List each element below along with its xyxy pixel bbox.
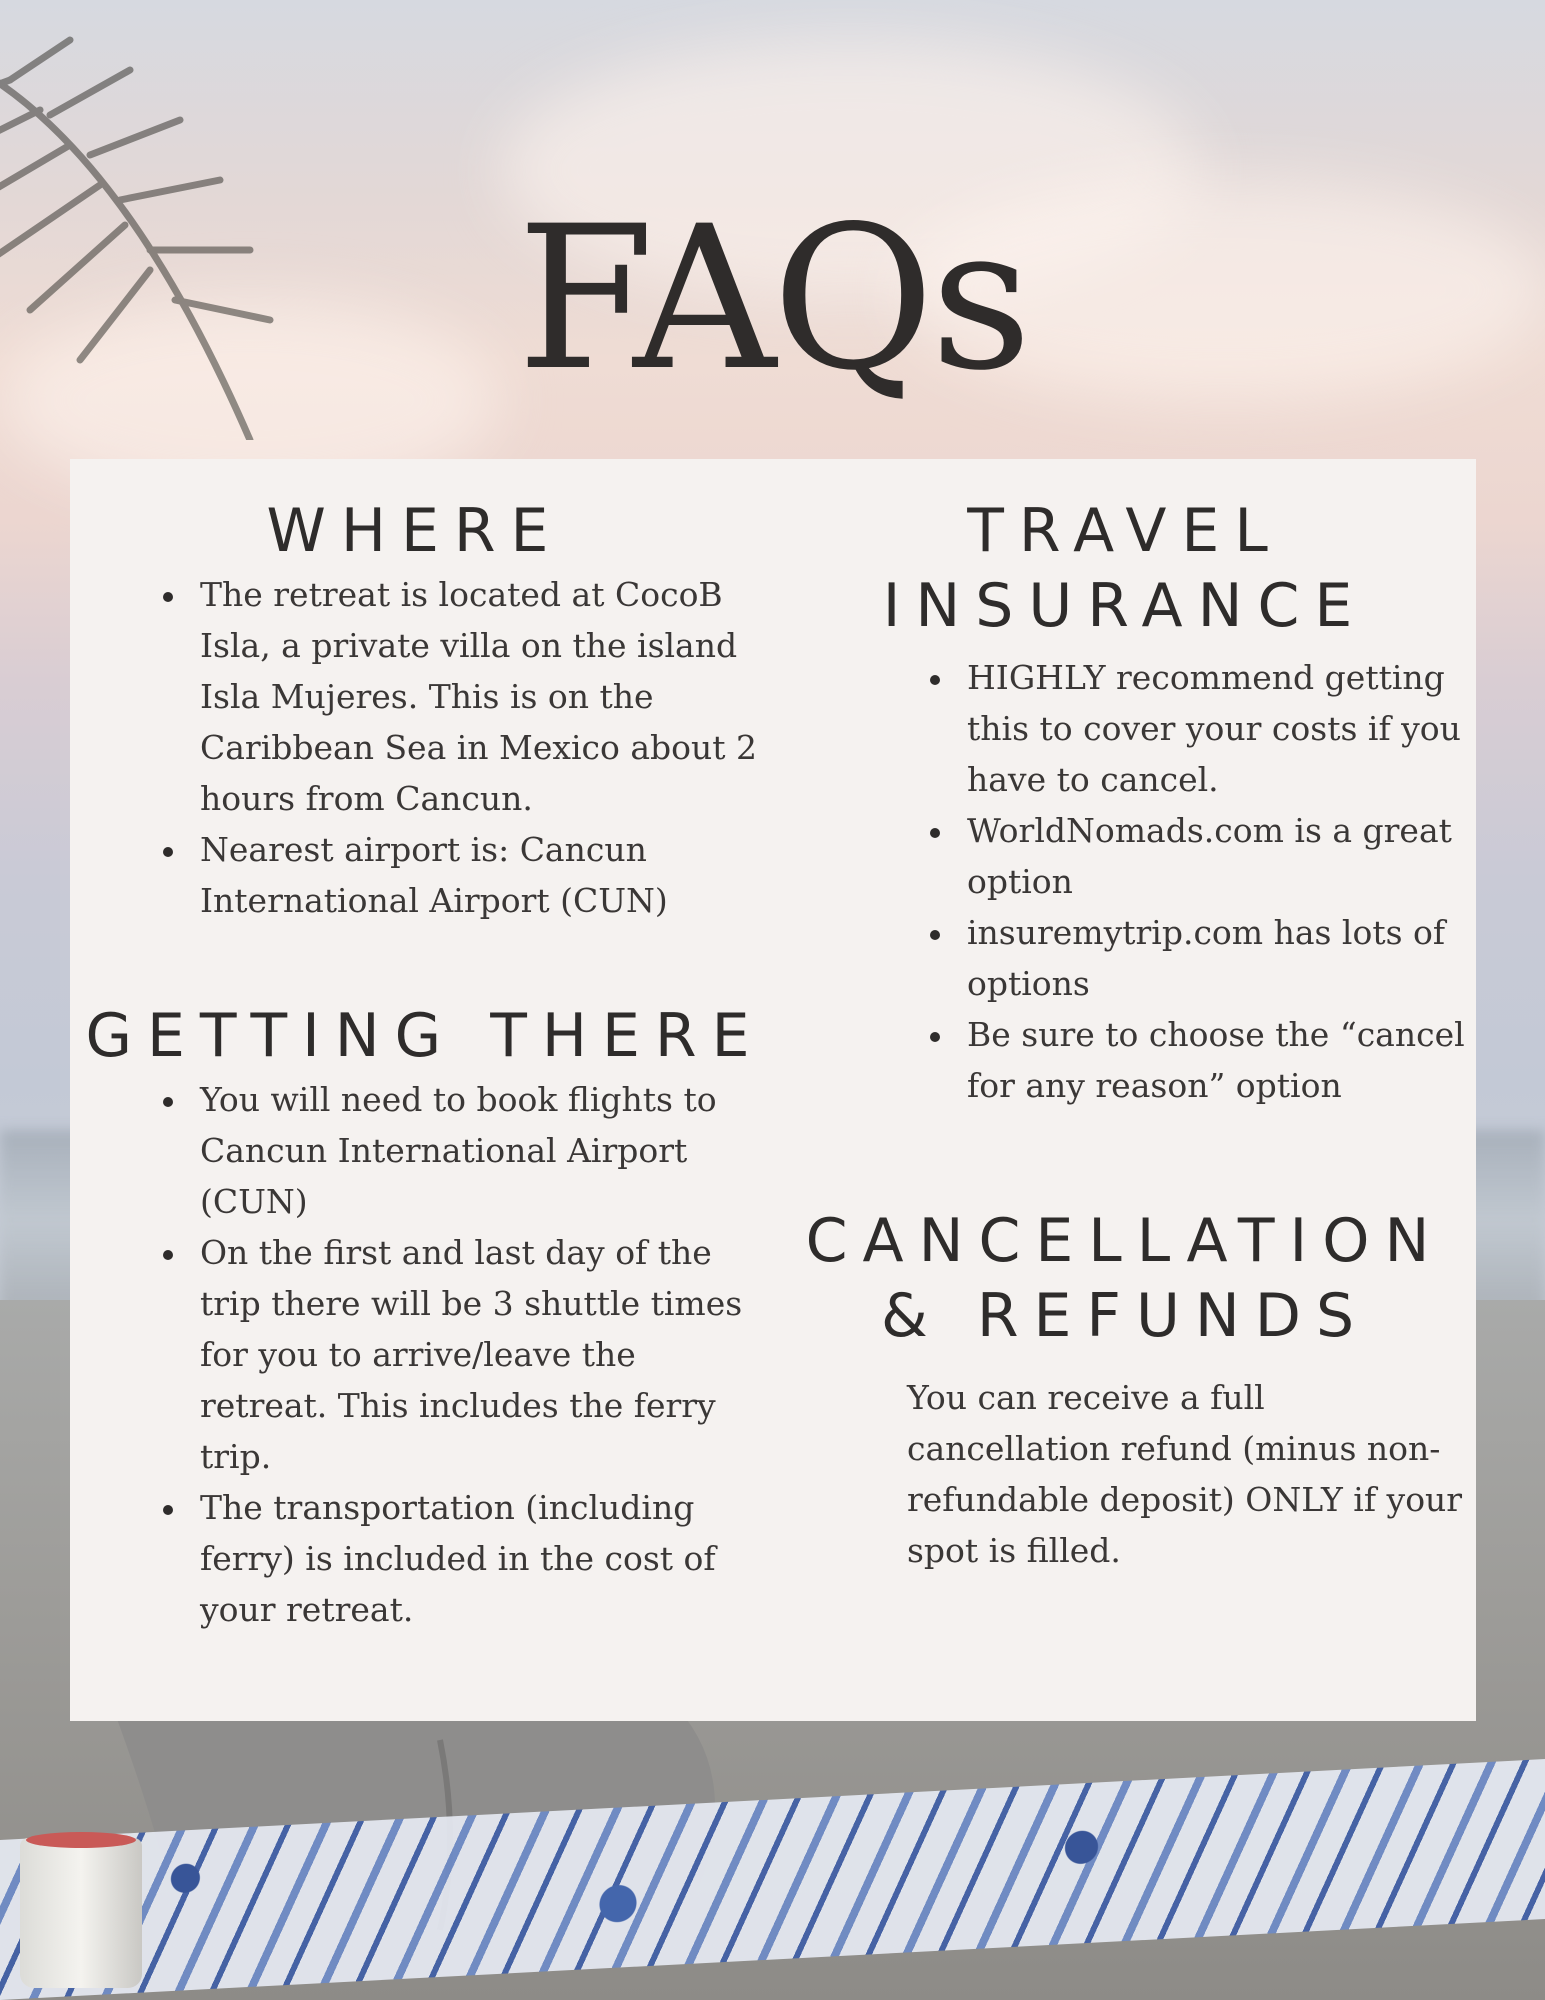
list-item: insuremytrip.com has lots of options (967, 907, 1467, 1009)
list-item: Nearest airport is: Cancun International Airport (CUN) (200, 824, 760, 926)
cancellation-section (780, 1204, 1476, 1576)
getting-there-heading: GETTING THERE (85, 1001, 765, 1071)
list-item: The transportation (including ferry) is included in the cost of your retreat. (200, 1482, 760, 1635)
list-item: On the first and last day of the trip there will be 3 shuttle times for you to arrive/leave the retreat. This includes the ferry trip. (200, 1227, 760, 1482)
cancellation-text: You can receive a full cancellation refund (minus non-refundable deposit) ONLY if your spot is filled. (907, 1378, 1463, 1570)
where-list (200, 569, 760, 926)
where-section (70, 494, 780, 926)
getting-there-list (200, 1074, 760, 1635)
list-item: Be sure to choose the “cancel for any reason” option (967, 1009, 1467, 1111)
list-item: HIGHLY recommend getting this to cover your costs if you have to cancel. (967, 652, 1467, 805)
travel-insurance-list (967, 652, 1467, 1111)
page-title: FAQs (516, 183, 1029, 414)
travel-insurance-heading-line2: INSURANCE (882, 571, 1368, 641)
travel-insurance-heading-line1: TRAVEL (967, 496, 1283, 566)
cancellation-heading-line2: & REFUNDS (880, 1281, 1370, 1351)
list-item: WorldNomads.com is a great option (967, 805, 1467, 907)
list-item: You will need to book flights to Cancun International Airport (CUN) (200, 1074, 760, 1227)
mug (20, 1838, 142, 1988)
where-heading: WHERE (266, 496, 564, 566)
cancellation-heading-line1: CANCELLATION (805, 1206, 1445, 1276)
getting-there-section (70, 999, 780, 1635)
travel-insurance-section (780, 494, 1476, 1111)
list-item: The retreat is located at CocoB Isla, a private villa on the island Isla Mujeres. This is on the Caribbean Sea in Mexico about 2 hours from Cancun. (200, 569, 760, 824)
faq-panel (70, 459, 1476, 1721)
